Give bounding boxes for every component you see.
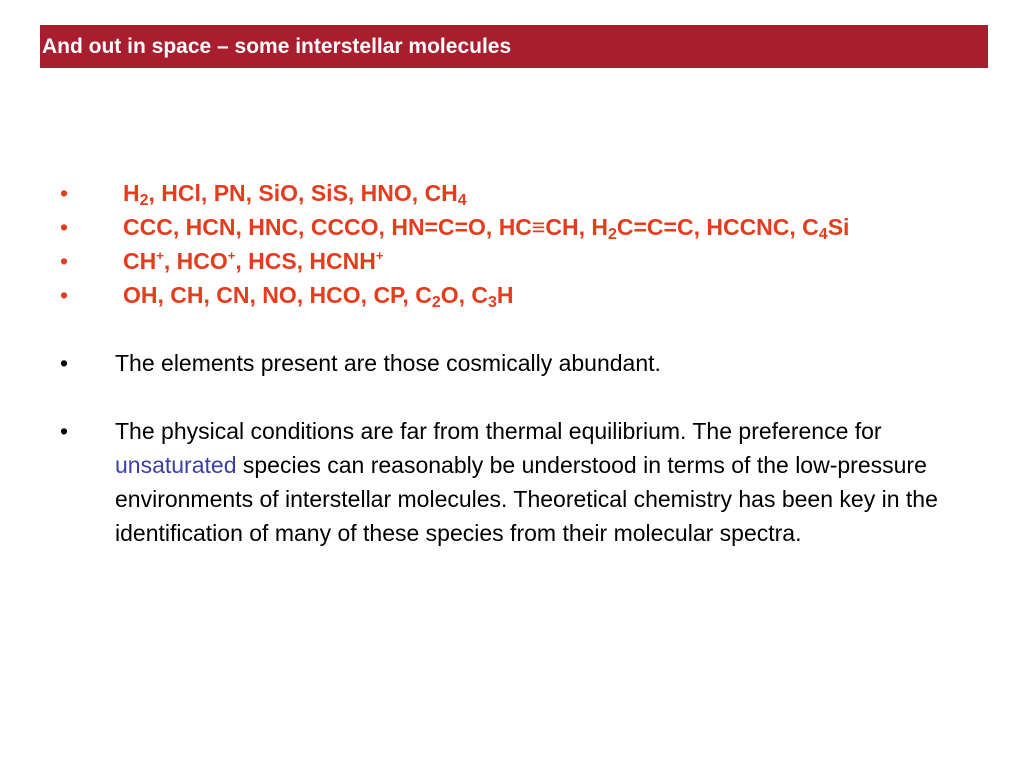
formula-text: H	[123, 180, 140, 206]
bullet: •	[60, 282, 69, 308]
highlight-unsaturated: unsaturated	[115, 452, 237, 478]
bullet: •	[60, 418, 69, 444]
formula-text: , HCO	[163, 248, 228, 274]
molecule-formulas	[115, 214, 850, 243]
subscript: 3	[488, 294, 497, 311]
formula-text: C=C=C, HCCNC, C	[616, 214, 819, 240]
subscript: 2	[431, 294, 441, 311]
molecule-formulas	[115, 282, 514, 311]
formula-text: O, C	[440, 282, 489, 308]
molecule-formulas	[115, 248, 383, 274]
statement-conditions-after: species can reasonably be understood in terms of the low-pressure environments of interstellar molecules. Theoretical chemistry has been key in the identification of many of these species from their molecular spectra.	[115, 452, 938, 546]
statement-elements: The elements present are those cosmically abundant.	[115, 350, 661, 376]
list-item-elements	[60, 346, 980, 380]
formula-text: CH, H	[545, 214, 608, 240]
superscript: +	[375, 248, 384, 263]
molecule-list-item	[60, 278, 980, 312]
subscript: 2	[139, 192, 149, 209]
molecule-list	[60, 176, 980, 312]
slide-body	[60, 176, 980, 550]
molecule-list-item	[60, 210, 980, 244]
triple-bond-symbol: ≡	[531, 214, 546, 240]
subscript: 4	[457, 192, 467, 209]
formula-text: Si	[827, 214, 850, 240]
bullet: •	[60, 214, 69, 240]
subscript: 4	[818, 226, 828, 243]
title-bar	[40, 25, 988, 68]
bullet: •	[60, 350, 69, 376]
molecule-list-item	[60, 244, 980, 278]
formula-text: , HCS, HCNH	[235, 248, 376, 274]
formula-text: OH, CH, CN, NO, HCO, CP, C	[123, 282, 432, 308]
formula-text: H	[496, 282, 514, 308]
list-item-conditions	[60, 414, 980, 550]
formula-text: , HCl, PN, SiO, SiS, HNO, CH	[148, 180, 458, 206]
molecule-list-item	[60, 176, 980, 210]
slide-title: And out in space – some interstellar molecules	[42, 35, 512, 58]
subscript: 2	[607, 226, 617, 243]
formula-text: CH	[123, 248, 157, 274]
statement-conditions-before: The physical conditions are far from thermal equilibrium. The preference for	[115, 418, 882, 444]
superscript: +	[156, 248, 164, 263]
superscript: +	[227, 248, 236, 263]
formula-text: CCC, HCN, HNC, CCCO, HN=C=O, HC	[123, 214, 532, 240]
molecule-formulas	[115, 180, 467, 209]
bullet: •	[60, 248, 69, 274]
bullet: •	[60, 180, 69, 206]
